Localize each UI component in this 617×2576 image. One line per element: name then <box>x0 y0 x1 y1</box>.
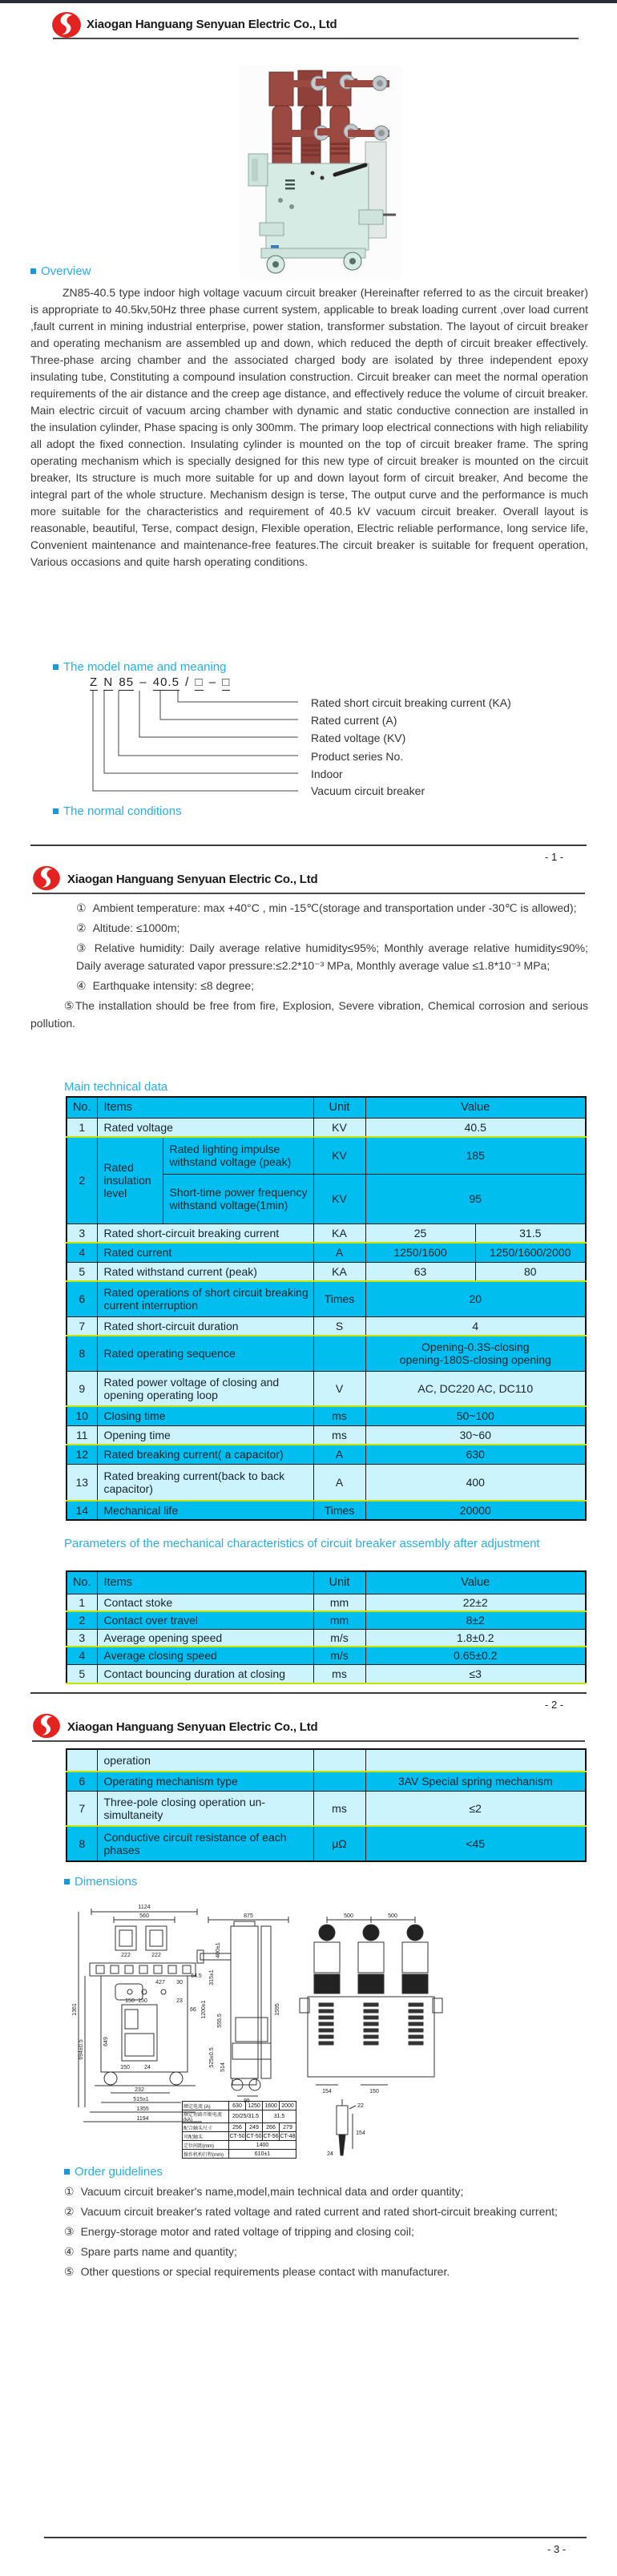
header-rule <box>53 38 579 39</box>
cell: 1250 <box>246 2102 263 2110</box>
table-row <box>67 1647 586 1664</box>
logo-swirl-icon <box>32 865 61 891</box>
cell: CT-50 <box>246 2133 262 2139</box>
detail-view-drawing <box>337 2099 356 2155</box>
cell <box>313 1749 365 1772</box>
circled-number-icon: ① <box>76 901 87 914</box>
list-item <box>76 899 588 917</box>
cell: Rated breaking current(back to back capacitor) <box>97 1464 313 1501</box>
cell: 4 <box>67 1647 97 1664</box>
rear-view-drawing <box>300 1917 442 2085</box>
circled-number-icon: ③ <box>64 2225 75 2238</box>
cell: 7 <box>67 1316 97 1336</box>
table-row <box>67 1501 586 1520</box>
cell: 12 <box>67 1445 97 1464</box>
normal-conditions-label: The normal conditions <box>63 804 182 818</box>
cell: Contact stoke <box>97 1594 313 1611</box>
company-name: Xiaogan Hanguang Senyuan Electric Co., Ltd <box>67 873 318 886</box>
product-photo <box>239 66 402 283</box>
cell: 2000 <box>280 2102 296 2110</box>
dim-label: 24 <box>144 2065 151 2070</box>
list-item-text: Spare parts name and quantity; <box>80 2245 237 2258</box>
cell: Rated operations of short circuit breaking current interruption <box>97 1281 313 1316</box>
table-row <box>183 2132 296 2141</box>
cell: Rated breaking current( a capacitor) <box>97 1445 313 1464</box>
overview-paragraph: ZN85-40.5 type indoor high voltage vacuum circuit breaker (Hereinafter referred to as the circuit breaker) is appropriate to 40.5kv,50Hz three phase current system, applicable to break loading current ,over load current ,fault current in mining industrial enterprise, power station, transformer substation. The layout of circuit breaker and operating mechanism are assembled up and down, which reduced the depth of circuit breaker effectively. Three-phase arcing chamber and the associated charged body are isolated by three independent epoxy insulating tube, Constituting a compound insulation construction. Circuit breaker can meet the normal operation requirements of the air distance and the creep age distance, and effectively reduce the volume of circuit breaker. Main electric circuit of vacuum arcing chamber with dynamic and static conductive connection are installed in the insulation cylinder, Phase spacing is only 300mm. The primary loop electrical connections with high reliability all adopt the fixed connection. Insulating cylinder is mounted on the top of circuit breaker frame. The spring operating mechanism which is specially designed for this new type of circuit breaker is mounted on the circuit breaker, Its structure is much more suitable for up and down layout form of circuit breaker, And become the integral part of the whole structure. Mechanism design is terse, The output curve and the performance is much more suitable for the characteristics and requirement of 40.5 kV vacuum circuit breaker. Overall layout is reasonable, beautiful, Terse, compact design, Flexible operation, Electric reliable performance, long service life, Convenient maintenance and maintenance-free features.The circuit breaker is suitable for frequent operation, Various occasions and quite harsh operating conditions. <box>30 286 588 568</box>
table-row <box>67 1772 586 1791</box>
model-label: Vacuum circuit breaker <box>311 784 425 797</box>
cell: Rated short-circuit duration <box>97 1316 313 1336</box>
dim-label: 525±0.5 <box>209 2047 215 2068</box>
cell: No. <box>67 1097 97 1118</box>
cell: m/s <box>313 1647 365 1664</box>
cell: 266 <box>263 2123 280 2132</box>
cell: Items <box>97 1097 313 1118</box>
cell: 1250/1600/2000 <box>475 1243 586 1262</box>
logo-swirl-icon <box>32 1713 61 1739</box>
drawing-spec-table <box>182 2101 296 2159</box>
cell: Contact over travel <box>97 1611 313 1629</box>
table-row <box>67 1611 586 1629</box>
mech-params-heading: Parameters of the mechanical characteristics of circuit breaker assembly after adjustment <box>64 1537 540 1550</box>
cell: m/s <box>313 1629 365 1647</box>
company-name: Xiaogan Hanguang Senyuan Electric Co., Ltd <box>67 1720 318 1734</box>
model-part: 40.5 <box>152 675 179 689</box>
list-item <box>76 919 588 937</box>
cell: 249 <box>246 2123 263 2132</box>
list-item-text: Vacuum circuit breaker's name,model,main technical data and order quantity; <box>80 2185 464 2198</box>
table-row <box>67 1791 586 1826</box>
main-technical-table <box>66 1096 587 1521</box>
cell: 40.5 <box>365 1118 586 1137</box>
table-row <box>67 1826 586 1861</box>
dim-label: 500 <box>388 1913 397 1919</box>
cell: 20000 <box>365 1501 586 1520</box>
model-part: Z <box>90 675 99 689</box>
cell: 8±2 <box>365 1611 586 1629</box>
model-part: □ <box>222 675 231 689</box>
cell: CT-56 <box>263 2133 279 2139</box>
top-border-bar <box>0 0 617 3</box>
cell: A <box>313 1243 365 1262</box>
dim-label: 22 <box>357 2103 364 2109</box>
cell: ms <box>313 1664 365 1683</box>
circled-number-icon: ④ <box>76 979 87 992</box>
list-item <box>30 2263 588 2280</box>
cell: 1.8±0.2 <box>365 1629 586 1647</box>
cell: 定位间距(mm) <box>183 2141 229 2150</box>
dim-label: 649 <box>103 2037 109 2046</box>
list-item <box>30 997 588 1032</box>
cell: 31.5 <box>263 2110 296 2123</box>
cell: 额定电流 (A) <box>183 2102 229 2110</box>
circled-number-icon: ⑤ <box>64 2265 75 2278</box>
cell: Rated lighting impulse withstand voltage (peak) <box>163 1137 313 1174</box>
list-item <box>30 2183 588 2200</box>
table-row <box>67 1594 586 1611</box>
cell: 400 <box>365 1464 586 1501</box>
dim-label: 1124 <box>138 1905 151 1910</box>
company-logo <box>32 865 63 893</box>
cell: Times <box>313 1281 365 1316</box>
cell <box>67 1749 97 1772</box>
list-item <box>30 2223 588 2240</box>
cell: 1 <box>67 1594 97 1611</box>
dim-label: 24 <box>327 2151 333 2157</box>
header-rule <box>32 893 585 894</box>
cell: 7 <box>67 1791 97 1826</box>
cell <box>365 1336 586 1371</box>
cell: Contact bouncing duration at closing <box>97 1664 313 1683</box>
table-row <box>67 1281 586 1316</box>
cell: 10 <box>67 1406 97 1425</box>
cell: KV <box>313 1118 365 1137</box>
model-label: Product series No. <box>311 750 404 763</box>
cell: No. <box>67 1571 97 1594</box>
cell: Short-time power frequency withstand voltage(1min) <box>163 1174 313 1223</box>
table-header-row <box>67 1097 586 1118</box>
dim-label: 1194 <box>136 2116 149 2122</box>
cell: 31.5 <box>475 1223 586 1243</box>
cell: Average opening speed <box>97 1629 313 1647</box>
table-row <box>67 1749 586 1772</box>
table-row <box>183 2102 296 2110</box>
cell <box>365 1749 586 1772</box>
cell: 11 <box>67 1425 97 1445</box>
model-label: Rated short circuit breaking current (KA) <box>311 696 511 709</box>
dimensions-heading-label: Dimensions <box>75 1875 138 1889</box>
cell: 5 <box>67 1262 97 1281</box>
cell: ≤3 <box>365 1664 586 1683</box>
square-bullet-icon <box>64 1879 70 1885</box>
dim-label: 222 <box>151 1953 161 1958</box>
dim-label: 515±1 <box>133 2097 149 2102</box>
cell: KV <box>313 1137 365 1174</box>
cell: 1250/1600 <box>365 1243 475 1262</box>
dim-label: 400±1 <box>216 1942 221 1958</box>
dim-label: 694±0.5 <box>79 2039 84 2060</box>
dim-label: 66 <box>190 2007 196 2013</box>
cell: 610±1 <box>229 2150 296 2159</box>
company-logo <box>51 11 82 38</box>
list-item-text: Vacuum circuit breaker's rated voltage and rated current and rated short-circuit breaking current; <box>80 2205 558 2218</box>
cell: Rated withstand current (peak) <box>97 1262 313 1281</box>
cell: 2 <box>67 1137 97 1223</box>
cell: 279 <box>280 2123 296 2132</box>
circled-number-icon: ④ <box>64 2245 75 2258</box>
cell: 4 <box>365 1316 586 1336</box>
cell: 8 <box>67 1826 97 1861</box>
dim-label: 560 <box>139 1913 149 1919</box>
dim-label: 222 <box>121 1953 131 1958</box>
model-label: Rated voltage (KV) <box>311 732 406 744</box>
dim-label: 500 <box>344 1913 353 1919</box>
cell: 9 <box>67 1371 97 1406</box>
table-row <box>67 1243 586 1262</box>
list-item-text: The installation should be free from fire, Explosion, Severe vibration, Chemical corrosion and serious pollution. <box>30 999 588 1030</box>
cell: 22±2 <box>365 1594 586 1611</box>
cell: 80 <box>475 1262 586 1281</box>
cell: 5 <box>67 1664 97 1683</box>
list-item-text: Relative humidity: Daily average relative humidity≤95%; Monthly average relative humidity≤90%; Daily average saturated vapor pressure:≤2.2*10⁻³ MPa, Monthly average value ≤1.8*10⁻³ MPa; <box>76 941 588 972</box>
cell: Mechanical life <box>97 1501 313 1520</box>
circled-number-icon: ② <box>64 2205 75 2218</box>
cell: V <box>313 1371 365 1406</box>
model-part: N <box>103 675 114 689</box>
order-guidelines-label: Order guidelines <box>75 2165 163 2179</box>
page1-number: - 1 - <box>545 851 564 863</box>
cell: Unit <box>313 1571 365 1594</box>
cell: 额定短路开断电流(kA) <box>183 2110 229 2123</box>
cell: mm <box>313 1611 365 1629</box>
cell: ≤2 <box>365 1791 586 1826</box>
cell: AC, DC220 AC, DC110 <box>365 1371 586 1406</box>
table-row <box>183 2141 296 2150</box>
cell: Three-pole closing operation un-simultaneity <box>97 1791 313 1826</box>
cell: 185 <box>365 1137 586 1174</box>
table-row <box>183 2150 296 2159</box>
cell: Times <box>313 1501 365 1520</box>
dim-label: 154 <box>322 2089 332 2094</box>
dim-label: 232 <box>135 2087 144 2093</box>
square-bullet-icon <box>64 2169 70 2175</box>
cell: 20/25/31.5 <box>229 2110 263 2123</box>
cell: A <box>313 1445 365 1464</box>
cell: Operating mechanism type <box>97 1772 313 1791</box>
cell: Items <box>97 1571 313 1594</box>
cell: ms <box>313 1406 365 1425</box>
main-technical-heading: Main technical data <box>64 1080 168 1094</box>
cell: A <box>313 1464 365 1501</box>
cell: 8 <box>67 1336 97 1371</box>
dim-label: 23 <box>176 1998 183 2004</box>
cell: Value <box>365 1097 586 1118</box>
model-heading <box>53 660 226 674</box>
circled-number-icon: ③ <box>76 941 88 954</box>
cell: 4 <box>67 1243 97 1262</box>
cell: 3 <box>67 1629 97 1647</box>
circled-number-icon: ② <box>76 921 87 934</box>
table-row <box>67 1118 586 1137</box>
page3-number: - 3 - <box>547 2543 567 2555</box>
list-item <box>30 2203 588 2220</box>
dim-label: 95 <box>244 2098 250 2104</box>
circled-number-icon: ① <box>64 2185 75 2198</box>
cell: 50~100 <box>365 1406 586 1425</box>
table-row <box>67 1406 586 1425</box>
dim-label: 1361 <box>72 2003 78 2016</box>
cell: 13 <box>67 1464 97 1501</box>
cell: 14 <box>67 1501 97 1520</box>
model-part: / <box>185 675 190 689</box>
dim-label: 1200±1 <box>201 2000 207 2019</box>
table-row <box>67 1262 586 1281</box>
dim-label: 875 <box>244 1913 253 1919</box>
list-item-text: Energy-storage motor and rated voltage of tripping and closing coil; <box>80 2225 414 2238</box>
cell: S <box>313 1316 365 1336</box>
square-bullet-icon <box>53 808 58 814</box>
cell: CT-48 <box>280 2133 296 2139</box>
cell: 配合触头尺寸 <box>183 2123 229 2132</box>
order-guidelines-list <box>30 2183 588 2283</box>
cell: CT-50 <box>229 2133 245 2139</box>
cell: KA <box>313 1262 365 1281</box>
overview-heading-label: Overview <box>41 264 91 278</box>
cell: 1 <box>67 1118 97 1137</box>
table-row <box>67 1445 586 1464</box>
model-part: – <box>139 675 147 689</box>
model-part: 85 <box>119 675 135 689</box>
dimension-drawings <box>64 1901 577 2162</box>
cell: Rated operating sequence <box>97 1336 313 1371</box>
list-item-text: Other questions or special requirements please contact with manufacturer. <box>80 2265 450 2278</box>
dim-label: 1595 <box>275 2003 280 2016</box>
cell: Closing time <box>97 1406 313 1425</box>
cell: mm <box>313 1594 365 1611</box>
mech-params-table <box>66 1570 587 1684</box>
cell: 0.65±0.2 <box>365 1647 586 1664</box>
page1-rule <box>30 845 587 846</box>
cell: <45 <box>365 1826 586 1861</box>
conditions-list <box>30 899 588 1034</box>
model-label: Rated current (A) <box>311 714 397 727</box>
overview-heading <box>30 264 91 278</box>
dim-label: 150 <box>125 1998 135 2004</box>
dimensions-heading <box>64 1875 137 1889</box>
cell: 3AV Special spring mechanism <box>365 1772 586 1791</box>
table-row <box>67 1425 586 1445</box>
cell: 3 <box>67 1223 97 1243</box>
model-heading-label: The model name and meaning <box>63 660 227 674</box>
company-logo <box>32 1713 63 1740</box>
cell: KA <box>313 1223 365 1243</box>
list-item-text: Ambient temperature: max +40°C , min -15℃(storage and transportation under -30℃ is allowed); <box>92 901 577 914</box>
dim-label: 514 <box>220 2062 226 2072</box>
cell: Rated insulation level <box>97 1137 163 1223</box>
dim-label: 555.5 <box>217 2014 223 2028</box>
table-header-row <box>67 1571 586 1594</box>
dim-label: 150 <box>120 2065 130 2070</box>
table-row <box>67 1464 586 1501</box>
dim-label: 150 <box>138 1998 147 2004</box>
sequence-line: opening-180S-closing opening <box>399 1353 551 1367</box>
table-row <box>67 1223 586 1243</box>
table-row <box>67 1664 586 1683</box>
dim-label: 427 <box>155 1980 165 1985</box>
cell: Conductive circuit resistance of each phases <box>97 1826 313 1861</box>
cell: Average closing speed <box>97 1647 313 1664</box>
cell: 可配触头 <box>183 2132 229 2141</box>
cell: operation <box>97 1749 313 1772</box>
table-row <box>67 1629 586 1647</box>
cell <box>313 1336 365 1371</box>
dim-label: 30 <box>176 1980 183 1985</box>
cell: 6 <box>67 1281 97 1316</box>
cell: 630 <box>229 2102 246 2110</box>
cell: 操作机构行程(mm) <box>183 2150 229 2159</box>
cell: Opening time <box>97 1425 313 1445</box>
dim-label: 64.5 <box>191 1973 202 1979</box>
cell: 256 <box>229 2123 246 2132</box>
square-bullet-icon <box>30 268 36 274</box>
table-row <box>67 1137 586 1174</box>
dim-label: 1355 <box>136 2106 149 2112</box>
model-part: □ <box>195 675 204 689</box>
cell: μΩ <box>313 1826 365 1861</box>
company-name: Xiaogan Hanguang Senyuan Electric Co., Ltd <box>87 18 337 31</box>
cell: ms <box>313 1425 365 1445</box>
table-row <box>67 1336 586 1371</box>
cell <box>313 1772 365 1791</box>
cell: 1600 <box>263 2102 280 2110</box>
list-item <box>76 939 588 974</box>
cell: 1400 <box>229 2141 296 2150</box>
cell: 2 <box>67 1611 97 1629</box>
cell: Rated short-circuit breaking current <box>97 1223 313 1243</box>
page2-rule <box>30 1692 587 1694</box>
model-label: Indoor <box>311 768 343 780</box>
cell: 25 <box>365 1223 475 1243</box>
cell: 630 <box>365 1445 586 1464</box>
logo-swirl-icon <box>51 11 82 38</box>
cell: 63 <box>365 1262 475 1281</box>
model-part: – <box>208 675 217 689</box>
circled-number-icon: ⑤ <box>64 999 75 1012</box>
cell: Unit <box>313 1097 365 1118</box>
cell: Value <box>365 1571 586 1594</box>
dim-label: 154 <box>356 2131 365 2136</box>
mech-params-table-continued <box>66 1748 587 1862</box>
list-item <box>30 2243 588 2260</box>
table-row <box>183 2123 296 2132</box>
page2-number: - 2 - <box>545 1699 564 1711</box>
square-bullet-icon <box>53 664 58 670</box>
model-leader-lines <box>80 691 304 803</box>
cell: 20 <box>365 1281 586 1316</box>
cell: Rated voltage <box>97 1118 313 1137</box>
cell: KV <box>313 1174 365 1223</box>
table-row <box>67 1316 586 1336</box>
list-item <box>76 977 588 994</box>
dim-label: 150 <box>369 2089 379 2094</box>
header-rule <box>32 1740 585 1742</box>
list-item-text: Earthquake intensity: ≤8 degree; <box>92 979 255 992</box>
table-row <box>183 2110 296 2123</box>
cell: ms <box>313 1791 365 1826</box>
list-item-text: Altitude: ≤1000m; <box>92 921 180 934</box>
model-code <box>90 675 232 689</box>
dim-label: 315±1 <box>209 1969 215 1985</box>
cell: 6 <box>67 1772 97 1791</box>
normal-conditions-heading <box>53 804 182 818</box>
page3-rule <box>44 2537 587 2538</box>
order-guidelines-heading <box>64 2165 163 2179</box>
cell: Rated current <box>97 1243 313 1262</box>
cell: Rated power voltage of closing and opening operating loop <box>97 1371 313 1406</box>
cell: 30~60 <box>365 1425 586 1445</box>
sequence-line: Opening-0.3S-closing <box>421 1340 530 1354</box>
table-row <box>67 1371 586 1406</box>
cell: 95 <box>365 1174 586 1223</box>
